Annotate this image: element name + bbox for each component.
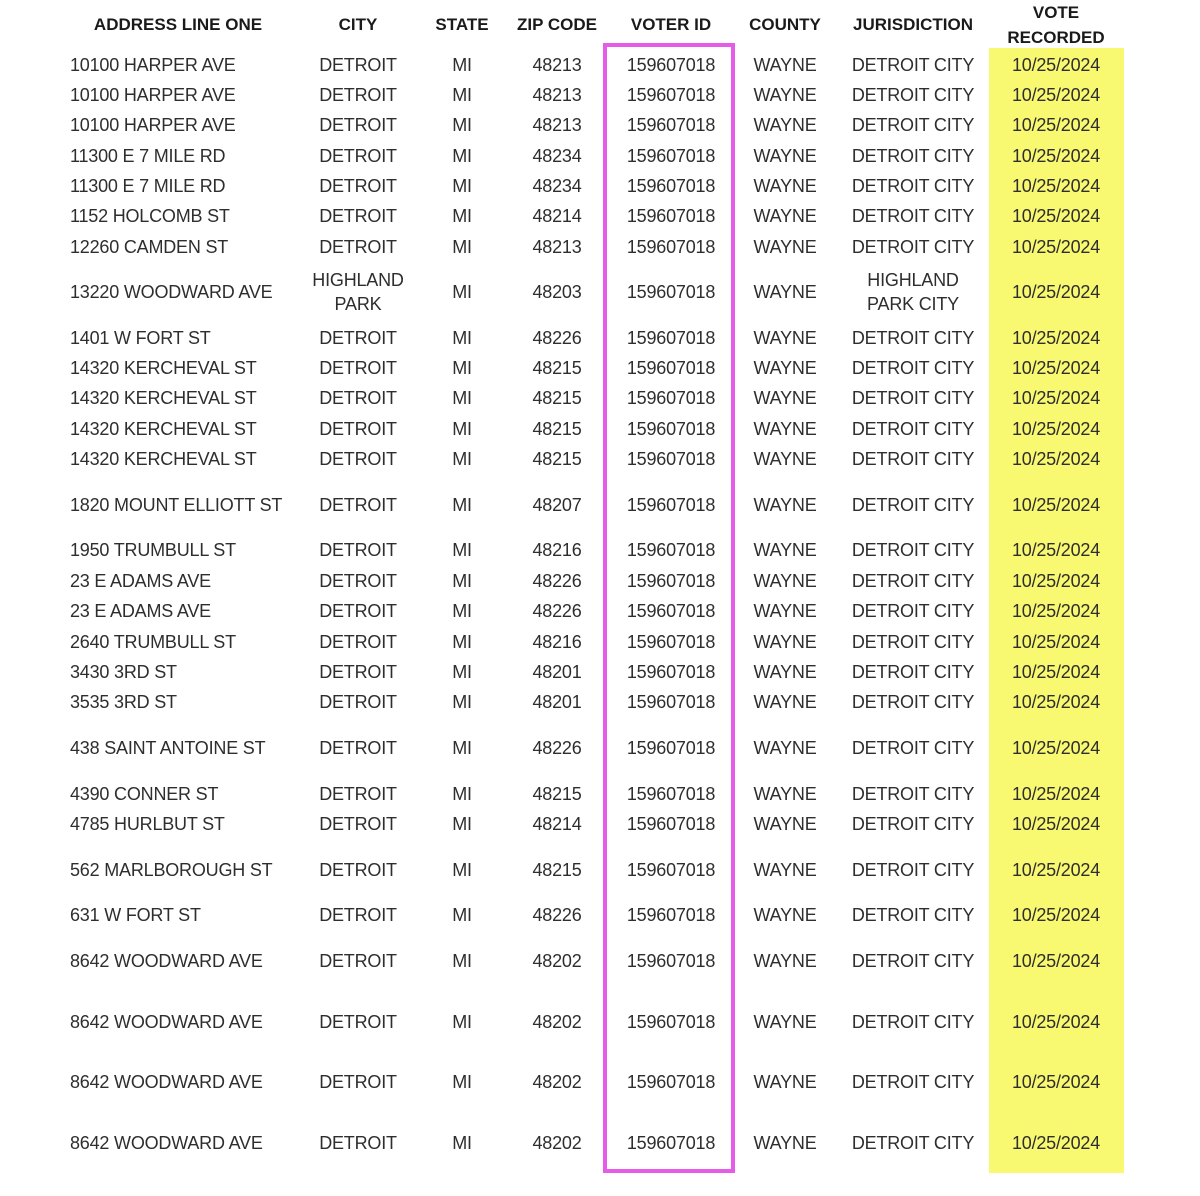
- cell-vote: 10/25/2024: [1011, 905, 1101, 925]
- cell-voter-id: 159607018: [626, 601, 716, 621]
- cell-vote: 10/25/2024: [1011, 85, 1101, 105]
- cell-state: MI: [452, 905, 472, 925]
- cell-vote: 10/25/2024: [1011, 237, 1101, 257]
- cell-voter-id: 159607018: [626, 1133, 716, 1153]
- cell-vote: 10/25/2024: [1011, 571, 1101, 591]
- cell-address: 3535 3RD ST: [70, 692, 177, 712]
- cell-jurisdiction: DETROIT CITY: [851, 237, 975, 257]
- cell-zip: 48214: [532, 206, 582, 226]
- cell-address: 4785 HURLBUT ST: [70, 814, 225, 834]
- cell-zip: 48215: [532, 784, 582, 804]
- cell-vote: 10/25/2024: [1011, 495, 1101, 515]
- cell-jurisdiction: DETROIT CITY: [851, 495, 975, 515]
- cell-jurisdiction: DETROIT CITY: [851, 571, 975, 591]
- header-zip: ZIP CODE: [517, 15, 597, 34]
- cell-zip: 48215: [532, 860, 582, 880]
- cell-city: DETROIT: [319, 540, 397, 560]
- cell-voter-id: 159607018: [626, 388, 716, 408]
- cell-address: 3430 3RD ST: [70, 662, 177, 682]
- header-county: COUNTY: [749, 15, 821, 34]
- cell-voter-id: 159607018: [626, 814, 716, 834]
- cell-jurisdiction: DETROIT CITY: [851, 601, 975, 621]
- cell-jurisdiction: DETROIT CITY: [851, 1012, 975, 1032]
- cell-address: 10100 HARPER AVE: [70, 115, 236, 135]
- cell-county: WAYNE: [753, 662, 817, 682]
- cell-city: DETROIT: [319, 1072, 397, 1092]
- cell-state: MI: [452, 206, 472, 226]
- cell-county: WAYNE: [753, 951, 817, 971]
- cell-address: 11300 E 7 MILE RD: [70, 176, 226, 196]
- cell-state: MI: [452, 495, 472, 515]
- cell-zip: 48215: [532, 449, 582, 469]
- cell-vote: 10/25/2024: [1011, 282, 1101, 302]
- cell-state: MI: [452, 388, 472, 408]
- cell-city: DETROIT: [319, 632, 397, 652]
- header-address: ADDRESS LINE ONE: [93, 15, 263, 34]
- cell-county: WAYNE: [753, 905, 817, 925]
- cell-vote: 10/25/2024: [1011, 1012, 1101, 1032]
- cell-vote: 10/25/2024: [1011, 632, 1101, 652]
- cell-county: WAYNE: [753, 601, 817, 621]
- cell-voter-id: 159607018: [626, 1012, 716, 1032]
- cell-jurisdiction: DETROIT CITY: [851, 388, 975, 408]
- cell-city: DETROIT: [319, 176, 397, 196]
- cell-jurisdiction: DETROIT CITY: [851, 419, 975, 439]
- cell-city: DETROIT: [319, 692, 397, 712]
- cell-state: MI: [452, 1072, 472, 1092]
- cell-county: WAYNE: [753, 358, 817, 378]
- cell-zip: 48226: [532, 601, 582, 621]
- cell-jurisdiction: DETROIT CITY: [851, 905, 975, 925]
- cell-state: MI: [452, 55, 472, 75]
- cell-zip: 48216: [532, 540, 582, 560]
- cell-city: DETROIT: [319, 1133, 397, 1153]
- cell-state: MI: [452, 419, 472, 439]
- cell-zip: 48202: [532, 951, 582, 971]
- cell-zip: 48203: [532, 282, 582, 302]
- cell-county: WAYNE: [753, 206, 817, 226]
- cell-city: DETROIT: [319, 328, 397, 348]
- cell-voter-id: 159607018: [626, 85, 716, 105]
- cell-county: WAYNE: [753, 540, 817, 560]
- cell-zip: 48234: [532, 146, 582, 166]
- cell-voter-id: 159607018: [626, 951, 716, 971]
- cell-zip: 48213: [532, 115, 582, 135]
- cell-jurisdiction: DETROIT CITY: [851, 738, 975, 758]
- cell-vote: 10/25/2024: [1011, 388, 1101, 408]
- cell-zip: 48226: [532, 738, 582, 758]
- cell-county: WAYNE: [753, 55, 817, 75]
- cell-address: 13220 WOODWARD AVE: [70, 282, 273, 302]
- cell-state: MI: [452, 282, 472, 302]
- cell-address: 8642 WOODWARD AVE: [70, 1072, 263, 1092]
- cell-voter-id: 159607018: [626, 692, 716, 712]
- cell-zip: 48201: [532, 692, 582, 712]
- cell-state: MI: [452, 1012, 472, 1032]
- cell-jurisdiction: DETROIT CITY: [851, 632, 975, 652]
- cell-address: 14320 KERCHEVAL ST: [70, 419, 257, 439]
- header-jurisdiction: JURISDICTION: [853, 15, 973, 34]
- cell-jurisdiction: DETROIT CITY: [851, 358, 975, 378]
- cell-address: 562 MARLBOROUGH ST: [70, 860, 273, 880]
- cell-jurisdiction: DETROIT CITY: [851, 692, 975, 712]
- cell-county: WAYNE: [753, 388, 817, 408]
- cell-state: MI: [452, 784, 472, 804]
- cell-county: WAYNE: [753, 115, 817, 135]
- cell-city-line2: PARK: [334, 294, 382, 314]
- cell-jurisdiction: DETROIT CITY: [851, 814, 975, 834]
- cell-city: DETROIT: [319, 495, 397, 515]
- cell-jurisdiction: DETROIT CITY: [851, 85, 975, 105]
- cell-address: 1820 MOUNT ELLIOTT ST: [70, 495, 283, 515]
- cell-state: MI: [452, 571, 472, 591]
- cell-jurisdiction: DETROIT CITY: [851, 176, 975, 196]
- cell-city: DETROIT: [319, 784, 397, 804]
- cell-voter-id: 159607018: [626, 632, 716, 652]
- cell-address: 8642 WOODWARD AVE: [70, 1012, 263, 1032]
- header-vote-line1: VOTE: [1032, 3, 1080, 22]
- header-voter-id: VOTER ID: [630, 15, 712, 34]
- cell-state: MI: [452, 146, 472, 166]
- cell-county: WAYNE: [753, 146, 817, 166]
- cell-vote: 10/25/2024: [1011, 328, 1101, 348]
- cell-address: 14320 KERCHEVAL ST: [70, 449, 257, 469]
- cell-state: MI: [452, 358, 472, 378]
- cell-zip: 48226: [532, 571, 582, 591]
- cell-city-line1: HIGHLAND: [312, 270, 404, 290]
- cell-jurisdiction: DETROIT CITY: [851, 784, 975, 804]
- cell-zip: 48226: [532, 328, 582, 348]
- cell-city: DETROIT: [319, 738, 397, 758]
- cell-city: DETROIT: [319, 419, 397, 439]
- cell-zip: 48201: [532, 662, 582, 682]
- cell-voter-id: 159607018: [626, 206, 716, 226]
- cell-zip: 48207: [532, 495, 582, 515]
- cell-voter-id: 159607018: [626, 540, 716, 560]
- cell-county: WAYNE: [753, 1133, 817, 1153]
- cell-voter-id: 159607018: [626, 328, 716, 348]
- cell-zip: 48202: [532, 1133, 582, 1153]
- cell-address: 1950 TRUMBULL ST: [70, 540, 236, 560]
- cell-vote: 10/25/2024: [1011, 540, 1101, 560]
- cell-state: MI: [452, 1133, 472, 1153]
- cell-county: WAYNE: [753, 449, 817, 469]
- cell-vote: 10/25/2024: [1011, 358, 1101, 378]
- cell-jurisdiction-line2: PARK CITY: [867, 294, 959, 314]
- cell-zip: 48216: [532, 632, 582, 652]
- cell-county: WAYNE: [753, 85, 817, 105]
- cell-vote: 10/25/2024: [1011, 784, 1101, 804]
- cell-state: MI: [452, 85, 472, 105]
- cell-state: MI: [452, 449, 472, 469]
- cell-jurisdiction: DETROIT CITY: [851, 1133, 975, 1153]
- cell-county: WAYNE: [753, 419, 817, 439]
- cell-state: MI: [452, 176, 472, 196]
- cell-county: WAYNE: [753, 632, 817, 652]
- cell-voter-id: 159607018: [626, 282, 716, 302]
- cell-vote: 10/25/2024: [1011, 206, 1101, 226]
- cell-vote: 10/25/2024: [1011, 1133, 1101, 1153]
- cell-state: MI: [452, 662, 472, 682]
- cell-zip: 48214: [532, 814, 582, 834]
- cell-city: DETROIT: [319, 662, 397, 682]
- cell-zip: 48213: [532, 85, 582, 105]
- cell-zip: 48202: [532, 1072, 582, 1092]
- cell-voter-id: 159607018: [626, 419, 716, 439]
- cell-jurisdiction: DETROIT CITY: [851, 860, 975, 880]
- header-vote-line2: RECORDED: [1007, 28, 1105, 47]
- cell-voter-id: 159607018: [626, 237, 716, 257]
- cell-city: DETROIT: [319, 571, 397, 591]
- cell-county: WAYNE: [753, 176, 817, 196]
- cell-vote: 10/25/2024: [1011, 115, 1101, 135]
- cell-vote: 10/25/2024: [1011, 176, 1101, 196]
- cell-vote: 10/25/2024: [1011, 449, 1101, 469]
- cell-state: MI: [452, 328, 472, 348]
- cell-vote: 10/25/2024: [1011, 738, 1101, 758]
- cell-jurisdiction: DETROIT CITY: [851, 449, 975, 469]
- cell-jurisdiction: DETROIT CITY: [851, 951, 975, 971]
- cell-county: WAYNE: [753, 814, 817, 834]
- cell-voter-id: 159607018: [626, 449, 716, 469]
- cell-zip: 48215: [532, 388, 582, 408]
- cell-state: MI: [452, 237, 472, 257]
- cell-state: MI: [452, 951, 472, 971]
- cell-voter-id: 159607018: [626, 146, 716, 166]
- cell-state: MI: [452, 632, 472, 652]
- cell-jurisdiction: DETROIT CITY: [851, 55, 975, 75]
- cell-voter-id: 159607018: [626, 358, 716, 378]
- cell-zip: 48213: [532, 237, 582, 257]
- cell-state: MI: [452, 814, 472, 834]
- cell-city: DETROIT: [319, 146, 397, 166]
- cell-city: DETROIT: [319, 388, 397, 408]
- cell-address: 23 E ADAMS AVE: [70, 571, 211, 591]
- cell-city: DETROIT: [319, 358, 397, 378]
- cell-vote: 10/25/2024: [1011, 951, 1101, 971]
- cell-county: WAYNE: [753, 495, 817, 515]
- cell-vote: 10/25/2024: [1011, 662, 1101, 682]
- cell-county: WAYNE: [753, 328, 817, 348]
- cell-voter-id: 159607018: [626, 571, 716, 591]
- cell-state: MI: [452, 738, 472, 758]
- cell-voter-id: 159607018: [626, 784, 716, 804]
- cell-county: WAYNE: [753, 784, 817, 804]
- cell-jurisdiction: DETROIT CITY: [851, 115, 975, 135]
- cell-city: DETROIT: [319, 115, 397, 135]
- cell-zip: 48215: [532, 358, 582, 378]
- cell-address: 23 E ADAMS AVE: [70, 601, 211, 621]
- cell-city: DETROIT: [319, 905, 397, 925]
- cell-county: WAYNE: [753, 860, 817, 880]
- cell-vote: 10/25/2024: [1011, 814, 1101, 834]
- cell-voter-id: 159607018: [626, 860, 716, 880]
- cell-vote: 10/25/2024: [1011, 55, 1101, 75]
- cell-vote: 10/25/2024: [1011, 692, 1101, 712]
- cell-address: 12260 CAMDEN ST: [70, 237, 229, 257]
- cell-address: 2640 TRUMBULL ST: [70, 632, 236, 652]
- cell-city: DETROIT: [319, 55, 397, 75]
- cell-state: MI: [452, 540, 472, 560]
- cell-jurisdiction-line1: HIGHLAND: [867, 270, 959, 290]
- cell-address: 11300 E 7 MILE RD: [70, 146, 226, 166]
- cell-jurisdiction: DETROIT CITY: [851, 540, 975, 560]
- cell-city: DETROIT: [319, 601, 397, 621]
- cell-jurisdiction: DETROIT CITY: [851, 1072, 975, 1092]
- cell-voter-id: 159607018: [626, 1072, 716, 1092]
- cell-address: 1152 HOLCOMB ST: [70, 206, 230, 226]
- cell-county: WAYNE: [753, 1012, 817, 1032]
- cell-city: DETROIT: [319, 814, 397, 834]
- cell-address: 8642 WOODWARD AVE: [70, 1133, 263, 1153]
- cell-county: WAYNE: [753, 738, 817, 758]
- cell-state: MI: [452, 692, 472, 712]
- cell-city: DETROIT: [319, 1012, 397, 1032]
- cell-county: WAYNE: [753, 692, 817, 712]
- cell-jurisdiction: DETROIT CITY: [851, 662, 975, 682]
- cell-zip: 48234: [532, 176, 582, 196]
- cell-voter-id: 159607018: [626, 738, 716, 758]
- header-state: STATE: [435, 15, 489, 34]
- cell-county: WAYNE: [753, 1072, 817, 1092]
- cell-voter-id: 159607018: [626, 55, 716, 75]
- cell-address: 10100 HARPER AVE: [70, 55, 236, 75]
- cell-voter-id: 159607018: [626, 905, 716, 925]
- cell-state: MI: [452, 860, 472, 880]
- cell-vote: 10/25/2024: [1011, 1072, 1101, 1092]
- cell-jurisdiction: DETROIT CITY: [851, 146, 975, 166]
- cell-address: 14320 KERCHEVAL ST: [70, 388, 257, 408]
- cell-city: DETROIT: [319, 449, 397, 469]
- cell-county: WAYNE: [753, 571, 817, 591]
- cell-address: 1401 W FORT ST: [70, 328, 211, 348]
- cell-zip: 48226: [532, 905, 582, 925]
- cell-city: DETROIT: [319, 951, 397, 971]
- cell-city: DETROIT: [319, 860, 397, 880]
- cell-state: MI: [452, 115, 472, 135]
- cell-vote: 10/25/2024: [1011, 146, 1101, 166]
- cell-address: 631 W FORT ST: [70, 905, 201, 925]
- cell-zip: 48213: [532, 55, 582, 75]
- cell-address: 10100 HARPER AVE: [70, 85, 236, 105]
- cell-address: 4390 CONNER ST: [70, 784, 219, 804]
- cell-jurisdiction: DETROIT CITY: [851, 328, 975, 348]
- cell-voter-id: 159607018: [626, 495, 716, 515]
- cell-vote: 10/25/2024: [1011, 419, 1101, 439]
- cell-city: DETROIT: [319, 237, 397, 257]
- cell-county: WAYNE: [753, 237, 817, 257]
- cell-vote: 10/25/2024: [1011, 860, 1101, 880]
- cell-city: DETROIT: [319, 206, 397, 226]
- cell-address: 8642 WOODWARD AVE: [70, 951, 263, 971]
- cell-address: 14320 KERCHEVAL ST: [70, 358, 257, 378]
- cell-jurisdiction: DETROIT CITY: [851, 206, 975, 226]
- cell-vote: 10/25/2024: [1011, 601, 1101, 621]
- cell-zip: 48202: [532, 1012, 582, 1032]
- cell-address: 438 SAINT ANTOINE ST: [70, 738, 266, 758]
- cell-county: WAYNE: [753, 282, 817, 302]
- cell-state: MI: [452, 601, 472, 621]
- cell-voter-id: 159607018: [626, 662, 716, 682]
- cell-city: DETROIT: [319, 85, 397, 105]
- cell-zip: 48215: [532, 419, 582, 439]
- header-city: CITY: [338, 15, 378, 34]
- cell-voter-id: 159607018: [626, 176, 716, 196]
- cell-voter-id: 159607018: [626, 115, 716, 135]
